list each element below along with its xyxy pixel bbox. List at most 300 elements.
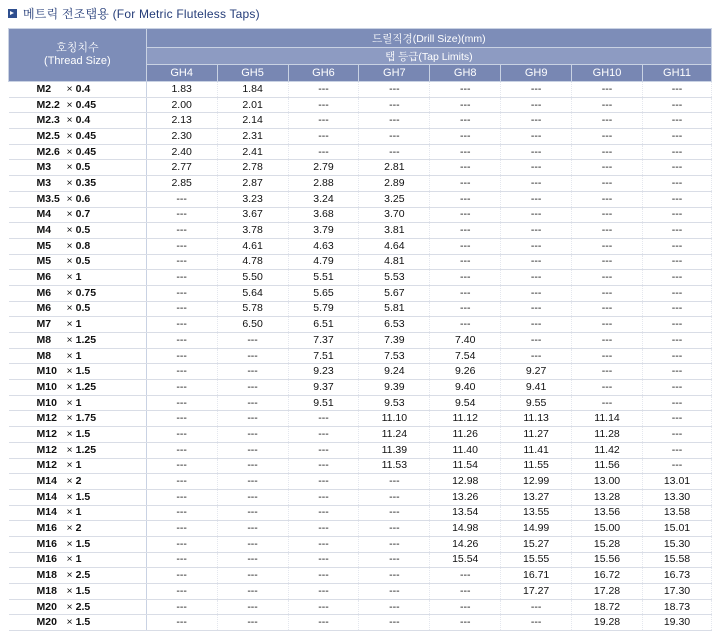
drill-size-cell-gh10: --- [572, 348, 643, 364]
drill-size-cell-gh8: 13.54 [430, 505, 501, 521]
thread-size-cell [9, 364, 147, 380]
drill-size-cell-gh11: 15.58 [642, 552, 711, 568]
bullet-arrow-icon [8, 9, 17, 18]
drill-size-cell-gh7: 3.25 [359, 191, 430, 207]
thread-size: M14 [36, 490, 57, 503]
drill-size-cell-gh7: 11.53 [359, 458, 430, 474]
drill-size-cell-gh10: --- [572, 270, 643, 286]
drill-size-cell-gh5: 2.01 [217, 97, 288, 113]
drill-size-cell-gh5: 3.23 [217, 191, 288, 207]
drill-size-cell-gh5: --- [217, 427, 288, 443]
drill-size-cell-gh10: 16.72 [572, 568, 643, 584]
drill-size-cell-gh8: 14.26 [430, 536, 501, 552]
table-row [9, 505, 712, 521]
drill-size-cell-gh10: 13.28 [572, 489, 643, 505]
drill-size-cell-gh10: 15.28 [572, 536, 643, 552]
table-row [9, 474, 712, 490]
drill-size-cell-gh6: 2.79 [288, 160, 359, 176]
drill-size-cell-gh8: 15.54 [430, 552, 501, 568]
times-symbol: × [66, 443, 73, 456]
drill-size-cell-gh9: --- [501, 97, 572, 113]
drill-size-cell-gh7: --- [359, 144, 430, 160]
drill-size-cell-gh9: 14.99 [501, 521, 572, 537]
table-row [9, 568, 712, 584]
drill-size-cell-gh11: --- [642, 207, 711, 223]
thread-size-cell [9, 317, 147, 333]
drill-size-cell-gh6: 7.51 [288, 348, 359, 364]
drill-size-cell-gh6: 3.24 [288, 191, 359, 207]
drill-size-cell-gh10: 15.00 [572, 521, 643, 537]
thread-size-cell [9, 207, 147, 223]
table-row [9, 223, 712, 239]
drill-size-cell-gh7: 2.81 [359, 160, 430, 176]
drill-size-cell-gh9: --- [501, 317, 572, 333]
thread-pitch: 1.5 [75, 365, 91, 378]
section-title [8, 2, 260, 24]
thread-pitch: 0.4 [75, 114, 91, 127]
times-symbol: × [66, 208, 73, 221]
drill-size-cell-gh6: 5.79 [288, 301, 359, 317]
drill-size-cell-gh8: --- [430, 191, 501, 207]
thread-size-cell [9, 458, 147, 474]
times-symbol: × [66, 600, 73, 613]
drill-size-cell-gh6: 9.37 [288, 380, 359, 396]
drill-size-cell-gh11: 13.58 [642, 505, 711, 521]
drill-size-cell-gh7: --- [359, 521, 430, 537]
drill-size-cell-gh8: --- [430, 176, 501, 192]
drill-size-cell-gh9: 13.27 [501, 489, 572, 505]
drill-size-cell-gh6: 3.79 [288, 223, 359, 239]
drill-size-cell-gh8: --- [430, 82, 501, 98]
thread-pitch: 1.5 [75, 616, 91, 629]
drill-size-cell-gh9: --- [501, 348, 572, 364]
thread-size-cell [9, 552, 147, 568]
drill-size-cell-gh4: --- [146, 270, 217, 286]
drill-size-cell-gh8: 12.98 [430, 474, 501, 490]
drill-size-cell-gh9: --- [501, 599, 572, 615]
drill-size-cell-gh8: --- [430, 113, 501, 129]
drill-size-cell-gh9: 9.41 [501, 380, 572, 396]
drill-size-cell-gh8: --- [430, 160, 501, 176]
column-header-gh8: GH8 [430, 65, 501, 82]
thread-pitch: 0.5 [75, 255, 91, 268]
drill-size-cell-gh4: 2.30 [146, 129, 217, 145]
drill-size-cell-gh8: --- [430, 97, 501, 113]
times-symbol: × [66, 506, 73, 519]
drill-size-cell-gh11: --- [642, 270, 711, 286]
drill-size-cell-gh6: 9.51 [288, 395, 359, 411]
drill-size-cell-gh7: --- [359, 505, 430, 521]
thread-size: M12 [36, 427, 57, 440]
thread-pitch: 1 [75, 459, 82, 472]
thread-pitch: 1 [75, 396, 82, 409]
thread-pitch: 1.5 [75, 584, 91, 597]
drill-size-cell-gh10: 11.28 [572, 427, 643, 443]
times-symbol: × [66, 302, 73, 315]
thread-size-cell [9, 238, 147, 254]
drill-size-cell-gh5: --- [217, 521, 288, 537]
thread-pitch: 0.8 [75, 239, 91, 252]
drill-size-header: 드릴직경(Drill Size)(mm) [146, 29, 711, 48]
drill-size-cell-gh9: --- [501, 176, 572, 192]
drill-size-cell-gh10: --- [572, 223, 643, 239]
drill-size-cell-gh7: --- [359, 568, 430, 584]
drill-size-cell-gh7: 4.81 [359, 254, 430, 270]
thread-pitch: 2 [75, 522, 82, 535]
times-symbol: × [66, 522, 73, 535]
drill-size-cell-gh11: 16.73 [642, 568, 711, 584]
thread-size-cell [9, 411, 147, 427]
drill-size-cell-gh8: 14.98 [430, 521, 501, 537]
drill-size-cell-gh4: --- [146, 380, 217, 396]
drill-size-cell-gh6: 9.23 [288, 364, 359, 380]
thread-pitch: 1 [75, 553, 82, 566]
drill-size-cell-gh9: 9.55 [501, 395, 572, 411]
thread-size: M7 [36, 318, 52, 331]
table-row [9, 521, 712, 537]
thread-size: M14 [36, 506, 57, 519]
drill-size-cell-gh4: --- [146, 505, 217, 521]
drill-size-cell-gh8: --- [430, 270, 501, 286]
times-symbol: × [66, 490, 73, 503]
drill-size-cell-gh11: --- [642, 458, 711, 474]
drill-size-cell-gh8: --- [430, 238, 501, 254]
drill-size-cell-gh11: 18.73 [642, 599, 711, 615]
table-row [9, 317, 712, 333]
thread-pitch: 2.5 [75, 569, 91, 582]
drill-size-cell-gh4: --- [146, 615, 217, 631]
drill-size-cell-gh11: --- [642, 395, 711, 411]
thread-pitch: 0.45 [75, 145, 97, 158]
table-body [9, 82, 712, 631]
drill-size-cell-gh11: --- [642, 427, 711, 443]
drill-size-cell-gh7: 5.67 [359, 285, 430, 301]
drill-size-cell-gh8: --- [430, 207, 501, 223]
table-row [9, 348, 712, 364]
thread-pitch: 1.5 [75, 537, 91, 550]
thread-size-cell [9, 474, 147, 490]
drill-size-cell-gh5: 2.14 [217, 113, 288, 129]
drill-size-cell-gh6: 6.51 [288, 317, 359, 333]
thread-size-cell [9, 521, 147, 537]
drill-size-cell-gh10: --- [572, 129, 643, 145]
drill-size-cell-gh11: --- [642, 113, 711, 129]
drill-size-cell-gh7: 7.39 [359, 333, 430, 349]
drill-size-cell-gh7: --- [359, 536, 430, 552]
thread-pitch: 0.75 [75, 286, 97, 299]
drill-size-cell-gh6: --- [288, 458, 359, 474]
thread-size: M18 [36, 569, 57, 582]
thread-size: M3 [36, 176, 52, 189]
drill-size-cell-gh9: 11.13 [501, 411, 572, 427]
drill-size-cell-gh4: --- [146, 442, 217, 458]
drill-size-cell-gh7: 4.64 [359, 238, 430, 254]
drill-size-cell-gh6: --- [288, 584, 359, 600]
drill-size-cell-gh6: --- [288, 129, 359, 145]
drill-size-cell-gh5: --- [217, 489, 288, 505]
thread-size-cell [9, 254, 147, 270]
table-row [9, 176, 712, 192]
drill-size-cell-gh10: --- [572, 364, 643, 380]
drill-size-cell-gh5: --- [217, 411, 288, 427]
drill-size-cell-gh11: 13.30 [642, 489, 711, 505]
drill-size-cell-gh4: 2.00 [146, 97, 217, 113]
thread-size-header-ko: 호칭치수 [56, 42, 99, 54]
table-row [9, 333, 712, 349]
drill-size-cell-gh5: 2.87 [217, 176, 288, 192]
drill-size-cell-gh9: --- [501, 333, 572, 349]
drill-size-cell-gh6: 4.63 [288, 238, 359, 254]
thread-size: M6 [36, 302, 52, 315]
drill-size-cell-gh10: --- [572, 113, 643, 129]
thread-size-cell [9, 615, 147, 631]
drill-size-cell-gh6: 3.68 [288, 207, 359, 223]
drill-size-cell-gh4: --- [146, 536, 217, 552]
table-row [9, 285, 712, 301]
thread-size-cell [9, 333, 147, 349]
drill-size-cell-gh7: 7.53 [359, 348, 430, 364]
drill-size-cell-gh9: --- [501, 615, 572, 631]
table-row [9, 97, 712, 113]
drill-size-cell-gh10: 17.28 [572, 584, 643, 600]
drill-size-cell-gh10: 18.72 [572, 599, 643, 615]
thread-size-cell [9, 285, 147, 301]
thread-size: M10 [36, 365, 57, 378]
drill-size-cell-gh4: --- [146, 395, 217, 411]
drill-size-cell-gh4: --- [146, 364, 217, 380]
drill-size-cell-gh4: --- [146, 207, 217, 223]
times-symbol: × [66, 224, 73, 237]
drill-size-cell-gh5: 2.78 [217, 160, 288, 176]
drill-size-cell-gh10: --- [572, 301, 643, 317]
drill-size-cell-gh4: --- [146, 458, 217, 474]
drill-size-cell-gh7: 9.53 [359, 395, 430, 411]
drill-size-cell-gh4: --- [146, 238, 217, 254]
drill-size-cell-gh8: 7.54 [430, 348, 501, 364]
thread-size-cell [9, 301, 147, 317]
drill-size-cell-gh8: --- [430, 285, 501, 301]
thread-size-cell [9, 129, 147, 145]
drill-size-cell-gh10: 19.28 [572, 615, 643, 631]
drill-size-cell-gh10: --- [572, 160, 643, 176]
thread-size: M5 [36, 239, 52, 252]
drill-size-cell-gh5: --- [217, 458, 288, 474]
drill-size-cell-gh8: --- [430, 584, 501, 600]
table-row [9, 129, 712, 145]
thread-size: M16 [36, 522, 57, 535]
thread-pitch: 2.5 [75, 600, 91, 613]
drill-size-cell-gh5: 3.67 [217, 207, 288, 223]
drill-size-cell-gh4: 2.85 [146, 176, 217, 192]
times-symbol: × [66, 333, 73, 346]
drill-size-cell-gh6: 5.65 [288, 285, 359, 301]
times-symbol: × [66, 396, 73, 409]
times-symbol: × [66, 129, 73, 142]
thread-pitch: 1.75 [75, 412, 97, 425]
times-symbol: × [66, 82, 73, 95]
drill-size-cell-gh10: --- [572, 82, 643, 98]
thread-size: M16 [36, 537, 57, 550]
drill-size-cell-gh9: --- [501, 82, 572, 98]
drill-size-cell-gh11: --- [642, 301, 711, 317]
drill-size-cell-gh4: --- [146, 348, 217, 364]
drill-size-cell-gh10: 11.56 [572, 458, 643, 474]
drill-size-cell-gh8: 13.26 [430, 489, 501, 505]
table-row [9, 364, 712, 380]
thread-size-cell [9, 223, 147, 239]
drill-size-cell-gh7: 3.81 [359, 223, 430, 239]
drill-size-cell-gh6: --- [288, 521, 359, 537]
drill-size-cell-gh6: --- [288, 489, 359, 505]
table-row [9, 238, 712, 254]
drill-size-cell-gh7: 11.24 [359, 427, 430, 443]
drill-size-cell-gh8: --- [430, 301, 501, 317]
thread-size-cell [9, 176, 147, 192]
column-header-gh7: GH7 [359, 65, 430, 82]
thread-pitch: 1 [75, 506, 82, 519]
drill-size-cell-gh4: --- [146, 427, 217, 443]
drill-size-cell-gh11: --- [642, 191, 711, 207]
drill-size-cell-gh11: 13.01 [642, 474, 711, 490]
drill-size-cell-gh5: 2.31 [217, 129, 288, 145]
drill-size-cell-gh8: 11.40 [430, 442, 501, 458]
drill-size-cell-gh10: --- [572, 254, 643, 270]
drill-size-cell-gh5: 5.64 [217, 285, 288, 301]
table-row [9, 207, 712, 223]
drill-size-cell-gh5: --- [217, 615, 288, 631]
table-row [9, 395, 712, 411]
drill-size-cell-gh8: 9.54 [430, 395, 501, 411]
thread-size-cell [9, 489, 147, 505]
column-header-gh6: GH6 [288, 65, 359, 82]
thread-pitch: 1.25 [75, 443, 97, 456]
drill-size-cell-gh5: --- [217, 536, 288, 552]
drill-size-cell-gh10: --- [572, 207, 643, 223]
thread-size: M20 [36, 600, 57, 613]
drill-size-cell-gh4: 2.40 [146, 144, 217, 160]
times-symbol: × [66, 584, 73, 597]
drill-size-cell-gh9: --- [501, 129, 572, 145]
thread-size: M2.5 [36, 129, 60, 142]
thread-size: M10 [36, 396, 57, 409]
table-row [9, 301, 712, 317]
drill-size-cell-gh5: --- [217, 568, 288, 584]
table-row [9, 191, 712, 207]
thread-pitch: 0.35 [75, 176, 97, 189]
thread-size: M2.6 [36, 145, 60, 158]
drill-size-cell-gh4: --- [146, 489, 217, 505]
column-header-gh5: GH5 [217, 65, 288, 82]
table-row [9, 380, 712, 396]
drill-size-cell-gh4: --- [146, 599, 217, 615]
thread-pitch: 0.5 [75, 161, 91, 174]
drill-size-cell-gh6: --- [288, 568, 359, 584]
drill-size-cell-gh6: --- [288, 536, 359, 552]
table-row [9, 427, 712, 443]
drill-size-cell-gh11: 15.30 [642, 536, 711, 552]
times-symbol: × [66, 427, 73, 440]
drill-size-cell-gh9: 12.99 [501, 474, 572, 490]
drill-size-cell-gh11: --- [642, 97, 711, 113]
drill-size-cell-gh7: 6.53 [359, 317, 430, 333]
drill-size-cell-gh9: 17.27 [501, 584, 572, 600]
drill-size-cell-gh10: --- [572, 97, 643, 113]
drill-size-cell-gh8: --- [430, 254, 501, 270]
thread-size: M14 [36, 475, 57, 488]
times-symbol: × [66, 286, 73, 299]
drill-size-cell-gh6: 7.37 [288, 333, 359, 349]
drill-size-cell-gh11: --- [642, 129, 711, 145]
drill-size-cell-gh9: 15.27 [501, 536, 572, 552]
drill-size-cell-gh4: 2.13 [146, 113, 217, 129]
drill-size-cell-gh11: --- [642, 348, 711, 364]
table-row [9, 615, 712, 631]
table-row [9, 160, 712, 176]
drill-size-cell-gh7: --- [359, 97, 430, 113]
times-symbol: × [66, 365, 73, 378]
thread-size-header [9, 29, 147, 82]
table-row [9, 552, 712, 568]
table-row [9, 113, 712, 129]
drill-size-cell-gh5: 4.78 [217, 254, 288, 270]
drill-size-cell-gh9: --- [501, 270, 572, 286]
drill-size-cell-gh7: 5.53 [359, 270, 430, 286]
drill-size-cell-gh6: --- [288, 552, 359, 568]
table-row [9, 411, 712, 427]
drill-size-cell-gh5: 6.50 [217, 317, 288, 333]
times-symbol: × [66, 98, 73, 111]
drill-size-cell-gh6: --- [288, 82, 359, 98]
drill-size-cell-gh8: --- [430, 129, 501, 145]
thread-pitch: 1 [75, 318, 82, 331]
table-row [9, 270, 712, 286]
table-row [9, 599, 712, 615]
thread-size-cell [9, 442, 147, 458]
drill-size-cell-gh9: --- [501, 238, 572, 254]
drill-size-cell-gh6: --- [288, 442, 359, 458]
thread-size-cell [9, 380, 147, 396]
thread-size-cell [9, 97, 147, 113]
thread-pitch: 0.45 [75, 129, 97, 142]
drill-size-cell-gh9: --- [501, 191, 572, 207]
tap-limits-header: 탭 등급(Tap Limits) [146, 48, 711, 65]
drill-size-cell-gh10: --- [572, 333, 643, 349]
times-symbol: × [66, 475, 73, 488]
drill-size-cell-gh9: 11.41 [501, 442, 572, 458]
drill-size-cell-gh7: 2.89 [359, 176, 430, 192]
drill-size-cell-gh6: --- [288, 505, 359, 521]
times-symbol: × [66, 412, 73, 425]
drill-size-cell-gh4: --- [146, 411, 217, 427]
drill-size-cell-gh10: --- [572, 380, 643, 396]
drill-size-cell-gh4: 1.83 [146, 82, 217, 98]
drill-size-cell-gh5: --- [217, 348, 288, 364]
drill-size-cell-gh9: --- [501, 223, 572, 239]
drill-size-cell-gh10: --- [572, 238, 643, 254]
thread-size: M12 [36, 459, 57, 472]
drill-size-cell-gh8: 9.40 [430, 380, 501, 396]
drill-size-cell-gh6: --- [288, 411, 359, 427]
thread-size: M2 [36, 82, 52, 95]
drill-size-cell-gh9: --- [501, 207, 572, 223]
thread-size: M16 [36, 553, 57, 566]
drill-size-cell-gh9: --- [501, 285, 572, 301]
drill-size-cell-gh4: --- [146, 552, 217, 568]
thread-pitch: 0.4 [75, 82, 91, 95]
thread-size: M8 [36, 333, 52, 346]
drill-size-cell-gh7: --- [359, 584, 430, 600]
drill-size-cell-gh10: 15.56 [572, 552, 643, 568]
